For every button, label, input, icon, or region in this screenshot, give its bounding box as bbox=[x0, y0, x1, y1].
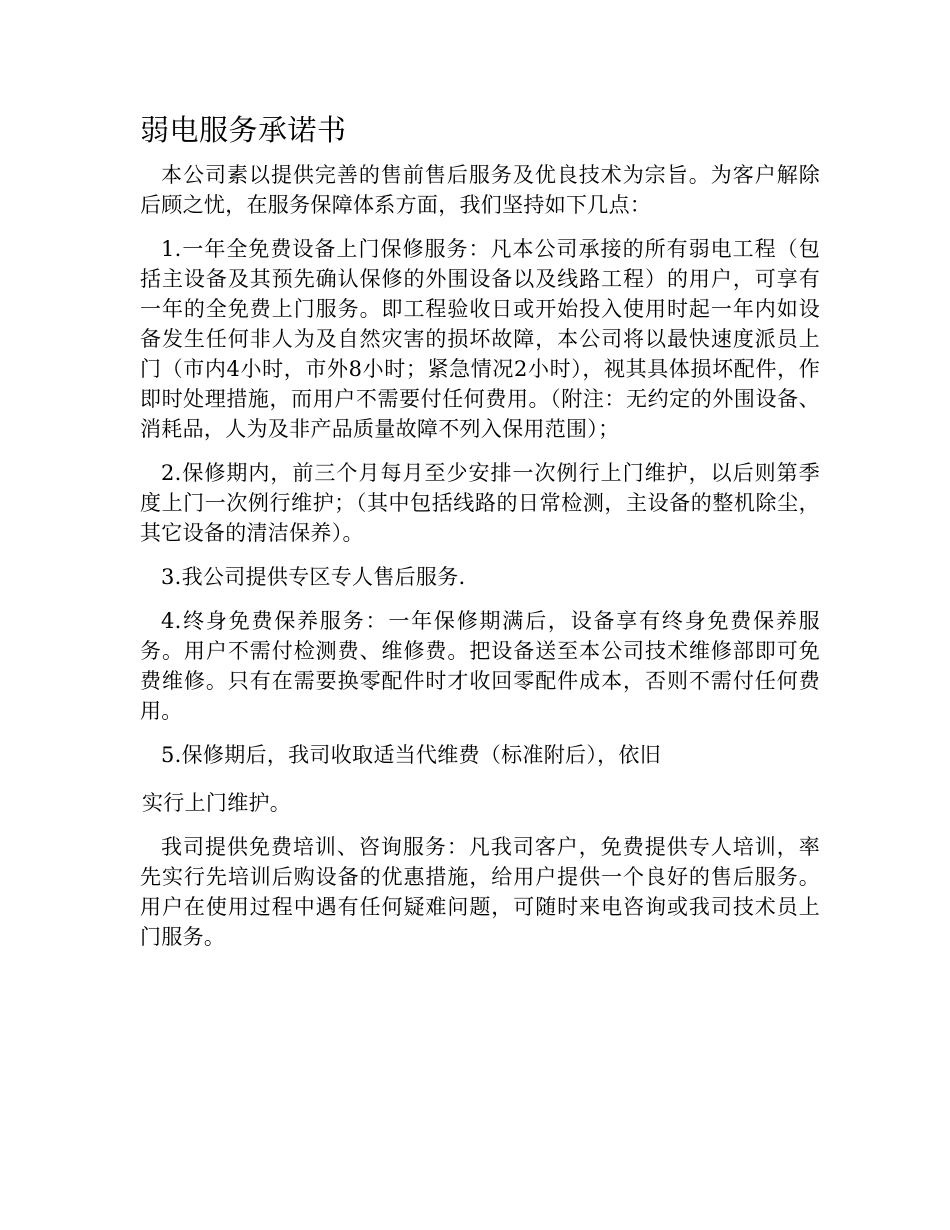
commitment-item-2: 2.保修期内，前三个月每月至少安排一次例行上门维护，以后则第季度上门一次例行维护；（其中包括线路的日常检测，主设备的整机除尘，其它设备的清洁保养）。 bbox=[140, 461, 820, 545]
commitment-item-5-continuation: 实行上门维护。 bbox=[142, 791, 292, 815]
commitment-item-4: 4.终身免费保养服务：一年保修期满后，设备享有终身免费保养服务。用户不需付检测费、维修费。把设备送至本公司技术维修部即可免费维修。只有在需要换零配件时才收回零配件成本，否则不需付任何费用。 bbox=[140, 609, 820, 723]
commitment-item-3: 3.我公司提供专区专人售后服务. bbox=[161, 565, 466, 589]
intro-paragraph: 本公司素以提供完善的售前售后服务及优良技术为宗旨。为客户解除后顾之忧，在服务保障体系方面，我们坚持如下几点： bbox=[140, 163, 820, 217]
document-title: 弱电服务承诺书 bbox=[140, 113, 347, 147]
document-page bbox=[140, 110, 820, 966]
commitment-item-1: 1.一年全免费设备上门保修服务：凡本公司承接的所有弱电工程（包括主设备及其预先确认保修的外围设备以及线路工程）的用户，可享有一年的全免费上门服务。即工程验收日或开始投入使用时起一年内如设备发生任何非人为及自然灾害的损坏故障，本公司将以最快速度派员上门（市内4小时，市外8小时；紧急情况2小时），视其具体损坏配件，作即时处理措施，而用户不需要付任何费用。（附注：无约定的外围设备、消耗品，人为及非产品质量故障不列入保用范围）； bbox=[140, 237, 820, 441]
closing-paragraph: 我司提供免费培训、咨询服务：凡我司客户，免费提供专人培训，率先实行先培训后购设备的优惠措施，给用户提供一个良好的售后服务。用户在使用过程中遇有任何疑难问题，可随时来电咨询或我司技术员上门服务。 bbox=[140, 835, 820, 949]
commitment-item-5: 5.保修期后，我司收取适当代维费（标准附后），依旧 bbox=[161, 743, 662, 767]
